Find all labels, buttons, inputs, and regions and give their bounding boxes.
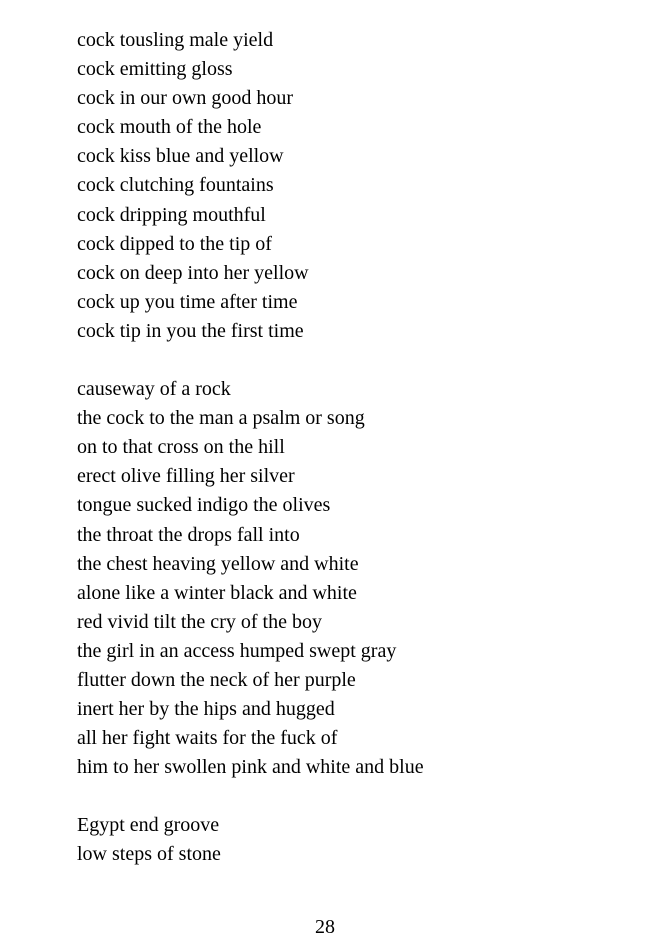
stanza-3	[77, 811, 617, 869]
poem-line: him to her swollen pink and white and blue	[77, 756, 424, 779]
page-number: 28	[315, 916, 335, 938]
poem-line: cock clutching fountains	[77, 174, 274, 197]
poem-line: Egypt end groove	[77, 814, 220, 837]
poem-line: the throat the drops fall into	[77, 523, 300, 546]
poem-line: cock dipped to the tip of	[77, 232, 272, 255]
poem-line: all her fight waits for the fuck of	[77, 727, 338, 750]
poem-line: cock on deep into her yellow	[77, 261, 309, 284]
poem-line: low steps of stone	[77, 843, 221, 866]
poem-line: cock kiss blue and yellow	[77, 145, 284, 168]
poem-line: the girl in an access humped swept gray	[77, 639, 397, 662]
poem-line: causeway of a rock	[77, 378, 231, 401]
poem-text	[77, 26, 617, 870]
poem-line: cock emitting gloss	[77, 58, 233, 81]
poem-line: cock in our own good hour	[77, 87, 294, 110]
poem-line: on to that cross on the hill	[77, 436, 285, 459]
poem-line: cock up you time after time	[77, 290, 298, 313]
stanza-2	[77, 375, 617, 782]
poem-line: tongue sucked indigo the olives	[77, 494, 331, 517]
stanza-1	[77, 26, 617, 346]
poem-line: the cock to the man a psalm or song	[77, 407, 365, 430]
poem-line: the chest heaving yellow and white	[77, 552, 359, 575]
poem-line: inert her by the hips and hugged	[77, 698, 335, 721]
poem-line: erect olive filling her silver	[77, 465, 295, 488]
poem-line: alone like a winter black and white	[77, 581, 357, 604]
poem-line: cock tip in you the first time	[77, 319, 304, 342]
poem-line: cock tousling male yield	[77, 29, 274, 51]
poem-line: cock mouth of the hole	[77, 116, 262, 139]
poem-line: cock dripping mouthful	[77, 203, 266, 226]
poem-line: red vivid tilt the cry of the boy	[77, 610, 322, 633]
poem-line: flutter down the neck of her purple	[77, 668, 356, 691]
